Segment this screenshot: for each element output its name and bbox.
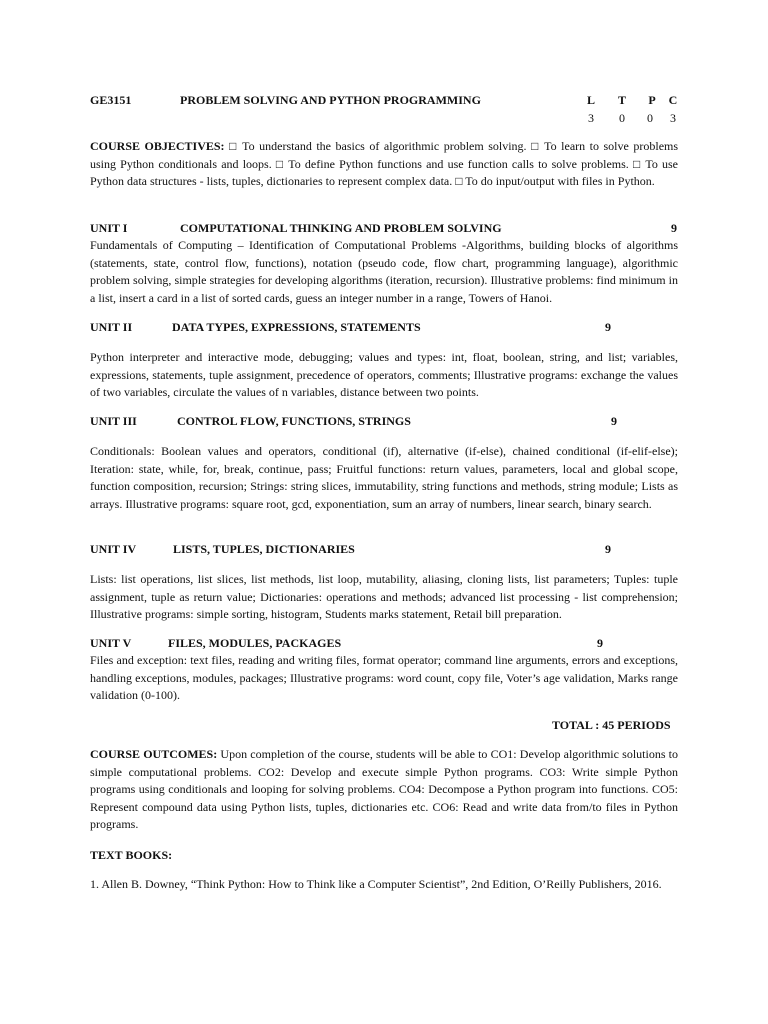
unit-5-content: Files and exception: text files, reading and writing files, format operator; command line arguments, errors and exceptions, handling exceptions, modules, packages; Illustrative programs: word count, copy file, Voter’s age validation, Marks range validation (0-100). <box>90 653 678 702</box>
unit-4-title: LISTS, TUPLES, DICTIONARIES <box>173 542 355 556</box>
course-objectives <box>90 138 678 191</box>
ltpc-value-t: 0 <box>619 111 625 125</box>
objectives-text: □ To understand the basics of algorithmic problem solving. □ To learn to solve problems using Python conditionals and loops. □ To define Python functions and use function calls to solve problems. □ To use Python data structures - lists, tuples, dictionaries to represent complex data. □ To do input/output with files in Python. <box>90 139 679 188</box>
unit-4-hours: 9 <box>605 542 611 556</box>
unit-1-title: COMPUTATIONAL THINKING AND PROBLEM SOLVING <box>180 221 502 235</box>
ltpc-value-c: 3 <box>670 111 676 125</box>
course-outcomes <box>90 746 678 834</box>
unit-4-content: Lists: list operations, list slices, list methods, list loop, mutability, aliasing, cloning lists, list parameters; Tuples: tuple assignment, tuple as return value; Dictionaries: operations and methods; advanced list processing - list comprehension; Illustrative programs: simple sorting, histogram, Students marks statement, Retail bill preparation. <box>90 572 678 621</box>
course-code: GE3151 <box>90 93 132 107</box>
unit-1-content: Fundamentals of Computing – Identification of Computational Problems -Algorithms, building blocks of algorithms (statements, state, control flow, functions), notation (pseudo code, flow chart, programming language), algorithmic problem solving, simple strategies for developing algorithms (iteration, recursion). Illustrative problems: find minimum in a list, insert a card in a list of sorted cards, guess an integer number in a range, Towers of Hanoi. <box>90 238 678 305</box>
ltpc-label-t: T <box>617 93 626 107</box>
unit-5-label: UNIT V <box>90 636 132 650</box>
course-title: PROBLEM SOLVING AND PYTHON PROGRAMMING <box>180 93 481 107</box>
textbooks-heading: TEXT BOOKS: <box>90 848 173 862</box>
ltpc-label-l: L <box>586 93 595 107</box>
unit-3-title: CONTROL FLOW, FUNCTIONS, STRINGS <box>177 414 411 428</box>
unit-5-title: FILES, MODULES, PACKAGES <box>168 636 342 650</box>
unit-5-hours: 9 <box>597 636 603 650</box>
unit-3-hours: 9 <box>611 414 617 428</box>
unit-3-label: UNIT III <box>90 414 137 428</box>
unit-2-hours: 9 <box>605 320 611 334</box>
outcomes-text: Upon completion of the course, students will be able to CO1: Develop algorithmic solutions to simple computational problems. CO2: Develop and execute simple Python programs. CO3: Write simple Python programs using conditionals and looping for solving problems. CO4: Decompose a Python program into functions. CO5: Represent compound data using Python lists, tuples, dictionaries etc. CO6: Read and write data from/to files in Python programs. <box>90 747 679 831</box>
unit-1-hours: 9 <box>671 221 677 235</box>
outcomes-heading: COURSE OUTCOMES: <box>90 747 218 761</box>
unit-2-content: Python interpreter and interactive mode, debugging; values and types: int, float, boolean, string, and list; variables, expressions, statements, tuple assignment, precedence of operators, comments; Illustrative programs: exchange the values of two variables, circulate the values of n variables, distance between two points. <box>90 350 678 399</box>
unit-4-label: UNIT IV <box>90 542 137 556</box>
unit-2-label: UNIT II <box>90 320 133 334</box>
total-periods: TOTAL : 45 PERIODS <box>552 718 671 732</box>
unit-3-content: Conditionals: Boolean values and operators, conditional (if), alternative (if-else), chained conditional (if-elif-else); Iteration: state, while, for, break, continue, pass; Fruitful functions: return values, parameters, local and global scope, function composition, recursion; Strings: string slices, immutability, string functions and methods, string module; Lists as arrays. Illustrative programs: square root, gcd, exponentiation, sum an array of numbers, linear search, binary search. <box>90 444 678 511</box>
ltpc-label-p: P <box>648 93 656 107</box>
ltpc-value-p: 0 <box>647 111 653 125</box>
ltpc-value-l: 3 <box>588 111 594 125</box>
objectives-heading: COURSE OBJECTIVES: <box>90 139 225 153</box>
ltpc-label-c: C <box>668 93 678 107</box>
unit-1-label: UNIT I <box>90 221 128 235</box>
textbook-item-1: 1. Allen B. Downey, “Think Python: How to Think like a Computer Scientist”, 2nd Edition, O’Reilly Publishers, 2016. <box>90 877 662 891</box>
unit-2-title: DATA TYPES, EXPRESSIONS, STATEMENTS <box>172 320 421 334</box>
